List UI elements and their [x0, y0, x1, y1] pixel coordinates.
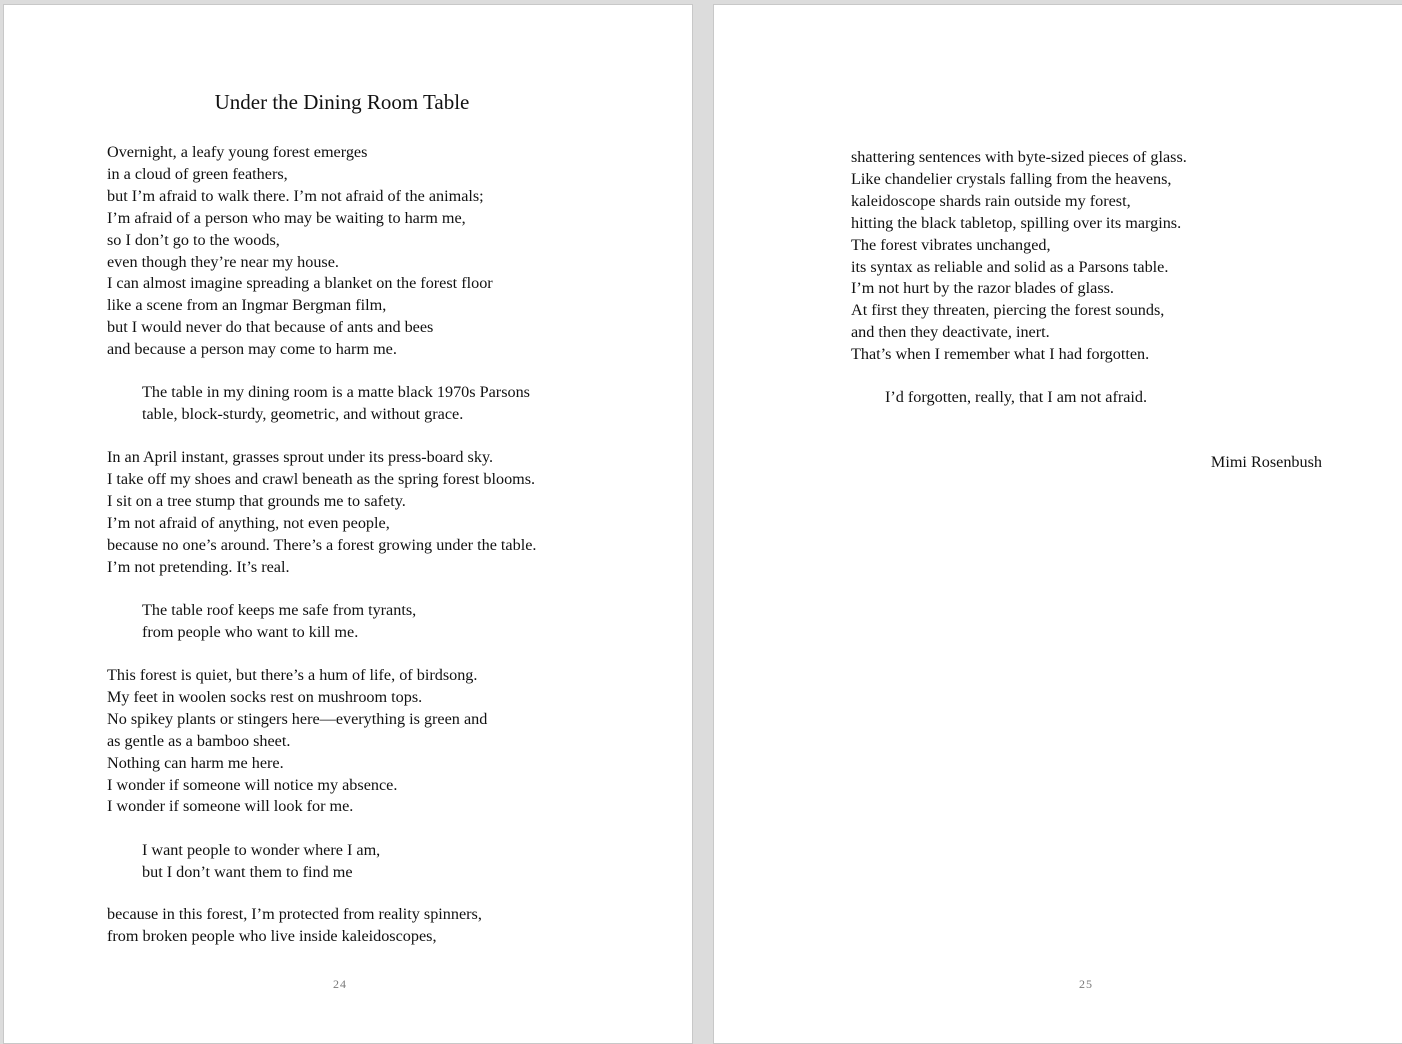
poem-line: No spikey plants or stingers here—everything is green and [107, 709, 488, 728]
poem-line: but I would never do that because of ants and bees [107, 318, 434, 337]
poem-line: because no one’s around. There’s a forest growing under the table. [107, 535, 537, 554]
author-name: Mimi Rosenbush [1210, 453, 1322, 471]
stanza-7 [107, 904, 482, 948]
poem-line: in a cloud of green feathers, [107, 164, 288, 183]
poem-line: That’s when I remember what I had forgotten. [851, 345, 1150, 364]
poem-line: I’d forgotten, really, that I am not afraid. [885, 388, 1148, 406]
right-page [713, 4, 1402, 1044]
poem-line: and then they deactivate, inert. [851, 323, 1050, 342]
poem-line: its syntax as reliable and solid as a Parsons table. [851, 257, 1169, 276]
poem-line: This forest is quiet, but there’s a hum of life, of birdsong. [107, 666, 478, 684]
poem-line: table, block-sturdy, geometric, and without grace. [142, 404, 464, 423]
page-number: 25 [1079, 977, 1093, 991]
poem-line: The forest vibrates unchanged, [851, 235, 1051, 254]
poem-line: My feet in woolen socks rest on mushroom tops. [107, 687, 423, 706]
stanza-3 [107, 447, 536, 578]
poem-line: from broken people who live inside kaleidoscopes, [107, 926, 437, 945]
poem-line: I take off my shoes and crawl beneath as the spring forest blooms. [107, 469, 536, 488]
stanza-9-indented [885, 387, 1147, 409]
stanza-1 [107, 142, 493, 361]
poem-line: but I don’t want them to find me [142, 862, 353, 881]
poem-line: I wonder if someone will notice my absence. [107, 775, 398, 794]
poem-line: Overnight, a leafy young forest emerges [107, 143, 368, 161]
poem-line: I wonder if someone will look for me. [107, 797, 354, 816]
poem-line: because in this forest, I’m protected from reality spinners, [107, 905, 482, 923]
stanza-8 [851, 147, 1187, 366]
poem-line: like a scene from an Ingmar Bergman film, [107, 296, 387, 315]
poem-line: so I don’t go to the woods, [107, 230, 280, 249]
poem-line: from people who want to kill me. [142, 622, 359, 641]
poem-line: The table in my dining room is a matte black 1970s Parsons [142, 383, 530, 401]
poem-line: Nothing can harm me here. [107, 753, 284, 772]
poem-line: as gentle as a bamboo sheet. [107, 731, 291, 750]
poem-line: In an April instant, grasses sprout under its press-board sky. [107, 448, 494, 466]
stanza-4-indented [142, 600, 416, 644]
stanza-6-indented [142, 840, 380, 884]
poem-line: I’m not afraid of anything, not even people, [107, 513, 390, 532]
poem-line: Like chandelier crystals falling from the heavens, [851, 169, 1172, 188]
poem-line: The table roof keeps me safe from tyrants, [142, 601, 417, 619]
poem-line: and because a person may come to harm me. [107, 340, 397, 359]
poem-line: I’m afraid of a person who may be waiting to harm me, [107, 208, 466, 227]
poem-line: At first they threaten, piercing the forest sounds, [851, 301, 1165, 320]
poem-line: but I’m afraid to walk there. I’m not afraid of the animals; [107, 186, 484, 205]
poem-line: hitting the black tabletop, spilling over its margins. [851, 213, 1182, 232]
poem-line: I want people to wonder where I am, [142, 841, 381, 859]
poem-line: I’m not pretending. It’s real. [107, 557, 290, 576]
poem-line: I sit on a tree stump that grounds me to safety. [107, 491, 406, 510]
poem-line: kaleidoscope shards rain outside my forest, [851, 191, 1131, 210]
poem-title: Under the Dining Room Table [214, 90, 470, 114]
stanza-2-indented [142, 382, 530, 426]
left-page [3, 4, 693, 1044]
page-number: 24 [333, 977, 347, 991]
poem-line: I’m not hurt by the razor blades of glass. [851, 279, 1114, 298]
poem-line: I can almost imagine spreading a blanket on the forest floor [107, 274, 493, 293]
stanza-5 [107, 665, 487, 818]
poem-line: even though they’re near my house. [107, 252, 339, 271]
poem-line: shattering sentences with byte-sized pieces of glass. [851, 148, 1187, 166]
